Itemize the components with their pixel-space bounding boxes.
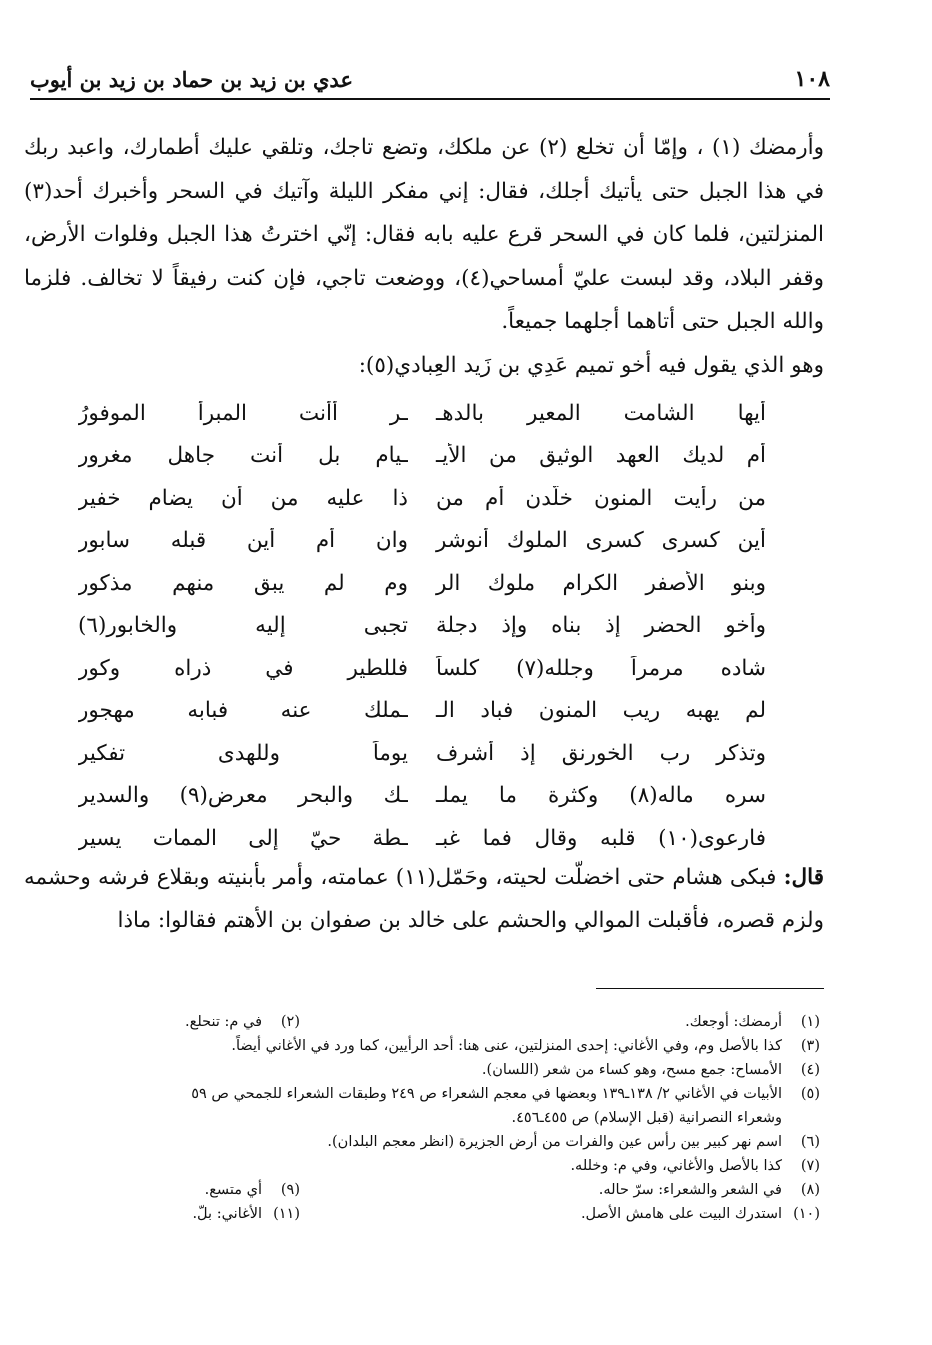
footnote-number: (٨): [800, 1182, 820, 1198]
verse: [78, 690, 766, 733]
footnote-text: استدرك البيت على هامش الأصل.: [580, 1206, 782, 1222]
first-hemistich: فارعوى(١٠) قلبه وقال فما غبـ: [436, 825, 766, 851]
verse: [78, 605, 766, 648]
footnote-number: (٣): [800, 1038, 820, 1054]
footnote-number: (٦): [800, 1134, 820, 1150]
footnote-number: (١٠): [793, 1206, 820, 1222]
footnote-text: في م: تنحلع.: [185, 1014, 262, 1030]
footnote: [300, 1014, 820, 1030]
second-hemistich: وم لم يبق منهم مذكور: [78, 570, 408, 596]
footnote-continuation: وشعراء النصرانية (قبل الإسلام) ص ٤٥٥ـ٤٥٦.: [511, 1110, 782, 1126]
first-hemistich: شاده مرمراً وجلله(٧) كلساً: [436, 655, 766, 681]
speaker-label: قال:: [783, 865, 824, 890]
footnote-row: [30, 1082, 820, 1106]
footnote: [327, 1134, 820, 1150]
first-hemistich: وأخو الحضر إذ بناه وإذ دجلة: [436, 613, 766, 639]
footnote-text: أي متسع.: [204, 1182, 262, 1198]
second-hemistich: ـك والبحر معرض(٩) والسدير: [78, 783, 408, 809]
first-hemistich: لم يهبه ريب المنون فباد الـ: [436, 698, 766, 724]
footnote: [570, 1158, 820, 1174]
first-hemistich: أم لديك العهد الوثيق من الأيـ: [436, 443, 766, 469]
closing-paragraph: [24, 856, 824, 942]
verse: [78, 435, 766, 478]
footnote-text: كذا بالأصل وم، وفي الأغاني: إحدى المنزلتين، عنى هنا: أحد الرأيين، كما ورد في الأغاني أيضاً.: [231, 1038, 782, 1054]
footnote-text: الأغاني: بلّ.: [192, 1206, 262, 1222]
footnote-text: اسم نهر كبير بين رأس عين والفرات من أرض الجزيرة (انظر معجم البلدان).: [327, 1134, 782, 1150]
footnote-separator: [596, 988, 824, 989]
first-hemistich: أيها الشامت المعير بالدهـ: [436, 400, 766, 426]
verse: [78, 647, 766, 690]
footnote-number: (٩): [280, 1182, 300, 1198]
footnote-text: الأمساح: جمع مسح، وهو كساء من شعر (اللسان).: [481, 1062, 782, 1078]
running-title: عدي بن زيد بن حماد بن زيد بن أيوب: [30, 66, 353, 92]
second-hemistich: ـيام بل أنت جاهل مغرور: [78, 443, 408, 469]
footnote: [300, 1206, 820, 1222]
footnote-row: [30, 1178, 820, 1202]
verse: [78, 562, 766, 605]
footnote-text: الأبيات في الأغاني ٢/ ١٣٨ـ١٣٩ وبعضها في معجم الشعراء ص ٢٤٩ وطبقات الشعراء للجمحي ص ٥٩: [191, 1086, 782, 1102]
footnote-row: [30, 1130, 820, 1154]
footnote: [300, 1182, 820, 1198]
second-hemistich: فللطير في ذراه وكور: [78, 655, 408, 681]
footnote-number: (٥): [800, 1086, 820, 1102]
footnote: [30, 1182, 300, 1198]
footnote: [231, 1038, 820, 1054]
footnote-row: [30, 1058, 820, 1082]
footnote-text: في الشعر والشعراء: سرّ حاله.: [598, 1182, 782, 1198]
footnote-row: [30, 1010, 820, 1034]
verse: [78, 392, 766, 435]
verse: [78, 732, 766, 775]
footnote: [30, 1014, 300, 1030]
paragraph: [24, 856, 824, 942]
second-hemistich: ـطة حيّ إلى الممات يسير: [78, 825, 408, 851]
footnotes: [30, 1010, 820, 1226]
footnote-number: (١١): [273, 1206, 300, 1222]
verse: [78, 520, 766, 563]
footnote-number: (١): [800, 1014, 820, 1030]
page-number: ١٠٨: [794, 66, 830, 92]
second-hemistich: ـر أأنت المبرأ الموفورُ: [78, 400, 408, 426]
first-hemistich: وبنو الأصفر الكرام ملوك الر: [436, 570, 766, 596]
second-hemistich: ـملك عنه فبابه مهجور: [78, 698, 408, 724]
footnote-text: أرمضك: أوجعك.: [685, 1014, 782, 1030]
footnote-row: [30, 1202, 820, 1226]
page-header: [30, 60, 830, 100]
poem-intro: وهو الذي يقول فيه أخو تميم عَدِي بن زَيد العِبادي(٥):: [358, 352, 824, 378]
verse: [78, 477, 766, 520]
second-hemistich: تجبى إليه والخابور(٦): [78, 613, 408, 639]
footnote-row: [30, 1034, 820, 1058]
footnote-row: [30, 1154, 820, 1178]
first-hemistich: أين كسرى كسرى الملوك أنوشر: [436, 528, 766, 554]
main-text: [24, 126, 824, 387]
footnote: [191, 1086, 820, 1102]
footnote: [482, 1062, 820, 1078]
second-hemistich: وان أم أين قبله سابور: [78, 528, 408, 554]
verse: [78, 817, 766, 860]
footnote: [30, 1206, 300, 1222]
second-hemistich: يوماً وللهدى تفكير: [78, 740, 408, 766]
footnote-number: (٧): [800, 1158, 820, 1174]
paragraph: وأرمضك (١) ، وإمّا أن تخلع (٢) عن ملكك، وتضع تاجك، وتلقي عليك أطمارك، واعبد ربك في هذا الجبل حتى يأتيك أجلك، فقال: إني مفكر الليلة وآتيك في السحر وأخبرك أحد(٣) المنزلتين، فلما كان في السحر قرع عليه بابه فقال: إنّي اخترتُ هذا الجبل وفلوات الأرض، وقفر البلاد، وقد لبست عليّ أمساحي(٤)، ووضعت تاجي، فإن كنت رفيقاً لا تخالف. فلزما والله الجبل حتى أتاهما أجلهما جميعاً.: [24, 135, 824, 334]
footnote-number: (٤): [800, 1062, 820, 1078]
verse: [78, 775, 766, 818]
second-hemistich: ذا عليه من أن يضام خفير: [78, 485, 408, 511]
first-hemistich: من رأيت المنون خلّدن أم من: [436, 485, 766, 511]
paragraph-text: فبكى هشام حتى اخضلّت لحيته، وحَمّل(١١) عمامته، وأمر بأبنيته وبقلاع فرشه وحشمه ولزم قصره، فأقبلت الموالي والحشم على خالد بن صفوان بن الأهتم فقالوا: ماذا: [24, 865, 824, 933]
first-hemistich: سره ماله(٨) وكثرة ما يملـ: [436, 783, 766, 809]
footnote-number: (٢): [280, 1014, 300, 1030]
first-hemistich: وتذكر رب الخورنق إذ أشرف: [436, 740, 766, 766]
footnote-text: كذا بالأصل والأغاني، وفي م: وخلله.: [570, 1158, 782, 1174]
poem: [78, 392, 766, 860]
